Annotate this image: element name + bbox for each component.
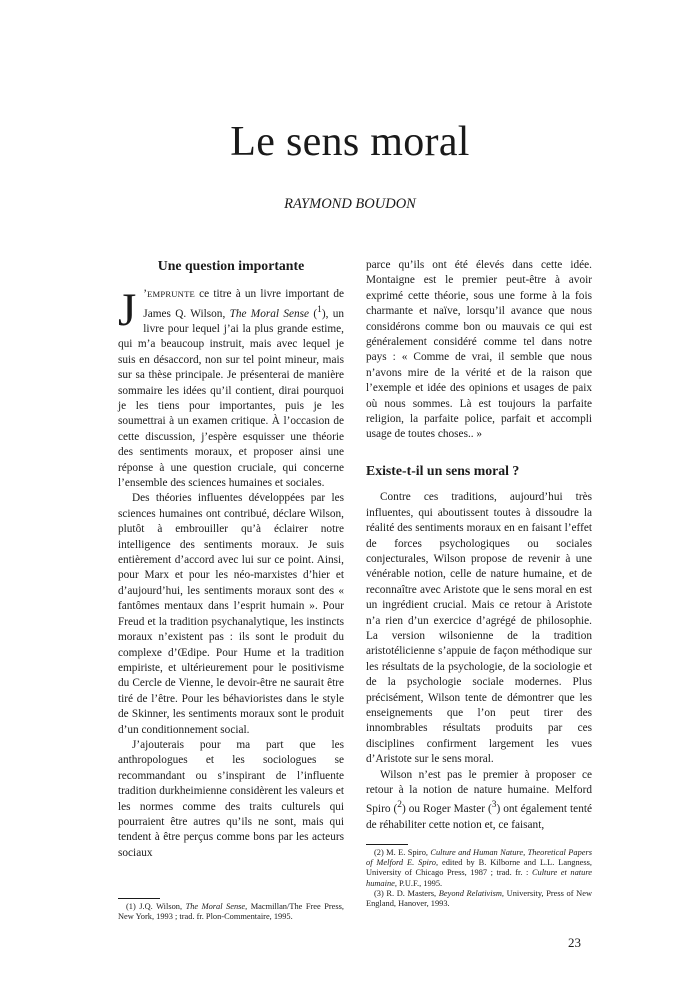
footnote-2-number: (2)	[374, 848, 384, 857]
footnote-2-text-a: M. E. Spiro,	[383, 848, 431, 857]
p1-text-b: un livre pour lequel j’ai la plus grande estime, qui m’a beaucoup instruit, mais avec lequel je suis en désaccord, non sur tel point mineur, mais sur sa thèse principale. Je présenterai de manière sommaire les idées qu’il contient, dirai pourquoi je les tiens pour importantes, puis je les soumettrai à un examen critique. À l’occasion de cette discussion, j’espère esquisser une théorie des sentiments moraux, et proposer ainsi une réponse à une question cruciale, qui concerne l’ensemble des sciences humaines et sociales.	[118, 307, 344, 490]
footnote-ref-1[interactable]: 1	[317, 304, 322, 315]
footnote-3-text-b: , University, Press of New England, Hanover, 1993.	[366, 888, 592, 909]
footnote-rule	[366, 844, 408, 845]
p1-ref-open: (	[309, 307, 318, 320]
p5-text-a: Wilson n’est pas le premier à proposer ce retour à la notion de nature humaine. Melford Spiro (	[366, 768, 592, 816]
apostrophe: ’	[143, 288, 148, 301]
footnotes-right	[366, 844, 592, 909]
paragraph-2: Des théories influentes développées par les sciences humaines ont contribué, déclare Wilson, plutôt à embrouiller qu’à éclairer notre intelligence des sentiments moraux. Je suis entièrement d’accord avec lui sur ce point. Ainsi, pour Marx et pour les néo-marxistes d’hier et d’aujourd’hui, les sentiments moraux sont des « fantômes mentaux dans l’esprit humain ». Pour Freud et la tradition psychanalytique, les instincts moraux n’existent pas : ils sont le produit du complexe d’Œdipe. Pour Hume et la tradition empiriste, et ultérieurement pour le positivisme du Cercle de Vienne, le devoir-être ne saurait être tiré de l’être. Pour les béhavioristes dans le style de Skinner, les sentiments moraux sont le produit d’un conditionnement social.	[118, 492, 344, 736]
footnote-ref-3[interactable]: 3	[491, 800, 497, 811]
p5-text-b: ) ou Roger Master (	[401, 803, 492, 816]
footnote-3-number: (3)	[374, 888, 384, 898]
footnote-3-book: Beyond Relativism	[438, 888, 502, 898]
footnote-2-text-b: , edited by B. Kilborne and L.L. Langness, University of Chicago Press, 1987 ; trad. fr. :	[366, 858, 593, 878]
left-column	[118, 258, 344, 861]
footnote-1-book: The Moral Sense	[185, 902, 246, 911]
section-heading-une-question: Une question importante	[157, 258, 305, 273]
p1-text-a: ce titre à un livre important de James Q. Wilson,	[143, 288, 344, 320]
page-number: 23	[568, 935, 581, 950]
section-heading-existe-t-il: Existe-t-il un sens moral ?	[366, 462, 520, 478]
right-column	[366, 258, 592, 833]
paragraph-1	[118, 284, 344, 491]
paragraph-3: J’ajouterais pour ma part que les anthropologues et les sociologues se recommandant ou s’inspirant de l’influente tradition durkheimienne considèrent les valeurs et les normes comme des traits culturels qui pourraient être autres qu’ils ne sont, mais qui tendent à être perçus comme bons par les acteurs sociaux	[118, 738, 344, 859]
smallcaps-lead: EMPRUNTE	[147, 289, 195, 300]
footnote-3	[366, 889, 592, 909]
footnote-2-book-2: Culture et nature humaine	[366, 868, 592, 888]
footnotes-left	[118, 898, 344, 922]
footnote-1-number: (1)	[126, 902, 136, 911]
book-title: The Moral Sense	[229, 307, 310, 320]
footnote-2-text-c: , P.U.F., 1995.	[394, 878, 443, 888]
paragraph-5	[366, 768, 592, 833]
footnote-1-text-b: , Macmillan/The Free Press, New York, 1993 ; trad. fr. Plon-Commentaire, 1995.	[118, 902, 344, 922]
paragraph-continued: parce qu’ils ont été élevés dans cette idée. Montaigne est le premier peut-être à avoir exprimé cette théorie, sous une forme à la fois charmante et naïve, lorsqu’il avance que nous considérons comme bon ou mauvais ce qui est généralement considéré comme tel dans notre pays : « Comme de vrai, il semble que nous n’avons mire de la vérité et de la raison que l’exemple et idée des opinions et usages de paix où nous sommes. Là est toujours la parfaite religion, la parfaite police, parfait et accompli usage de toutes choses.. »	[366, 259, 592, 441]
article-title: Le sens moral	[230, 119, 470, 165]
footnote-2-book: Culture and Human Nature, Theoretical Papers of Melford E. Spiro	[366, 848, 592, 868]
p1-ref-close: ),	[321, 307, 333, 320]
paragraph-4: Contre ces traditions, aujourd’hui très influentes, qui aboutissent toutes à dissoudre la réalité des sentiments moraux en en faisant l’effet de forces psychologiques ou sociales conjecturales, Wilson propose de revenir à une vénérable notion, celle de nature humaine, et de reconnaître avec Aristote que le sens moral en est un ingrédient crucial. Mais ce retour à Aristote n’a rien d’un exercice d’agrégé de philosophie. La version wilsonienne de la tradition aristotélicienne s’appuie de façon méthodique sur les résultats de la psychologie, de la sociologie et de la psychologie sociale modernes. Plus précisément, Wilson tente de démontrer que les enseignements que l’on peut tirer des innombrables résultats produits par ces disciplines confirment largement les vues d’Aristote sur le sens moral.	[366, 491, 592, 766]
p5-text-c: ) ont également tenté de réhabiliter cette notion et, ce faisant,	[366, 803, 592, 831]
footnote-1	[118, 902, 344, 922]
drop-cap: J	[118, 284, 137, 337]
footnote-3-text-a: R. D. Masters,	[383, 888, 439, 898]
footnote-2	[366, 848, 592, 889]
footnote-rule	[118, 898, 160, 899]
article-author: RAYMOND BOUDON	[284, 196, 416, 212]
footnote-ref-2[interactable]: 2	[397, 800, 402, 811]
footnote-1-text-a: J.Q. Wilson,	[135, 902, 186, 911]
